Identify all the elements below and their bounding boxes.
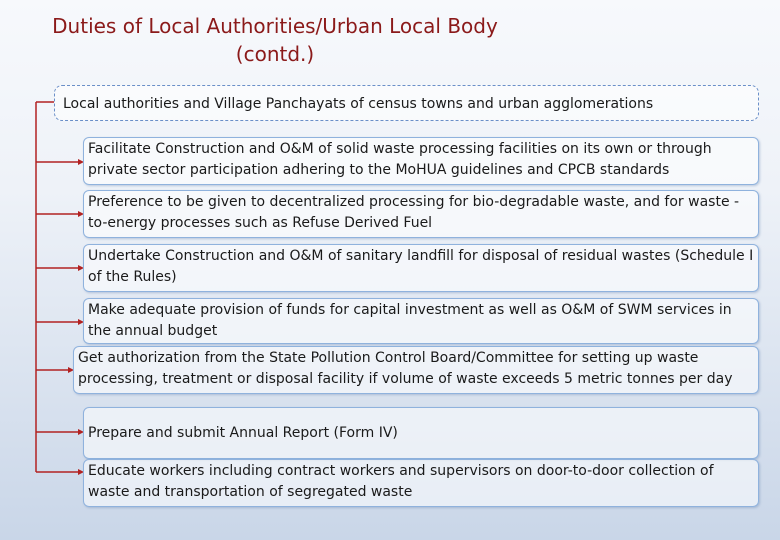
- arrow-6: [36, 429, 84, 435]
- duty-item-4: Make adequate provision of funds for capital investment as well as O&M of SWM services in the annual budget: [83, 298, 759, 344]
- duty-item-5: Get authorization from the State Pollution Control Board/Committee for setting up waste processing, treatment or disposal facility if volume of waste exceeds 5 metric tonnes per day: [73, 346, 759, 394]
- arrow-4: [36, 319, 84, 325]
- duty-item-1: Facilitate Construction and O&M of solid waste processing facilities on its own or through private sector participation adhering to the MoHUA guidelines and CPCB standards: [83, 137, 759, 185]
- arrow-1: [36, 159, 84, 165]
- arrow-5: [36, 367, 74, 373]
- arrow-3: [36, 265, 84, 271]
- header-box: Local authorities and Village Panchayats of census towns and urban agglomerations: [54, 85, 759, 121]
- arrow-7: [36, 469, 84, 475]
- duty-item-7: Educate workers including contract workers and supervisors on door-to-door collection of waste and transportation of segregated waste: [83, 459, 759, 507]
- duty-item-2: Preference to be given to decentralized processing for bio-degradable waste, and for waste -to-energy processes such as Refuse Derived Fuel: [83, 190, 759, 238]
- duty-item-3: Undertake Construction and O&M of sanitary landfill for disposal of residual wastes (Schedule I of the Rules): [83, 244, 759, 292]
- arrow-2: [36, 211, 84, 217]
- title-line-2: (contd.): [235, 42, 315, 66]
- title-line-1: Duties of Local Authorities/Urban Local Body: [52, 14, 498, 38]
- duty-item-6: Prepare and submit Annual Report (Form IV): [83, 407, 759, 459]
